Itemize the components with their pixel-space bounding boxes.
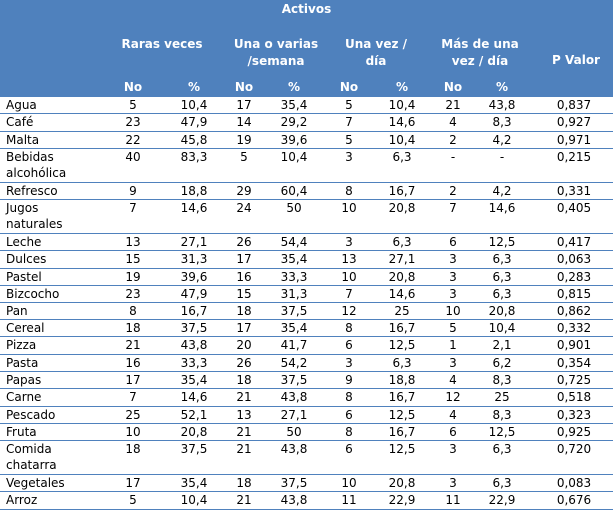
count-cell: 21 — [236, 493, 252, 507]
food-name: Jugos naturales — [6, 201, 63, 231]
pvalue-cell: 0,815 — [556, 287, 592, 301]
pvalue-cell: 0,215 — [556, 150, 592, 164]
count-cell: 29 — [236, 184, 252, 198]
table-row — [0, 475, 613, 492]
table-row — [0, 337, 613, 355]
count-cell: 18 — [236, 476, 252, 490]
percent-cell: 10,4 — [388, 133, 416, 147]
percent-cell: 12,5 — [488, 235, 516, 249]
percent-cell: 6,2 — [492, 356, 512, 370]
count-cell: 15 — [236, 287, 252, 301]
count-cell: 24 — [236, 201, 252, 215]
count-cell: 3 — [449, 252, 457, 266]
count-cell: 19 — [125, 270, 141, 284]
table-row — [0, 441, 613, 475]
count-cell: 19 — [236, 133, 252, 147]
percent-cell: 43,8 — [280, 390, 308, 404]
count-cell: 5 — [345, 98, 353, 112]
table-row — [0, 424, 613, 441]
percent-cell: 39,6 — [280, 133, 308, 147]
percent-cell: 37,5 — [280, 476, 308, 490]
count-cell: 21 — [236, 425, 252, 439]
count-cell: 4 — [449, 373, 457, 387]
count-cell: 8 — [345, 321, 353, 335]
percent-cell: 52,1 — [180, 408, 208, 422]
percent-cell: 10,4 — [180, 493, 208, 507]
percent-cell: 35,4 — [180, 476, 208, 490]
pvalue-cell: 0,927 — [556, 115, 592, 129]
count-cell: 8 — [129, 304, 137, 318]
percent-cell: 43,8 — [488, 98, 516, 112]
count-cell: 23 — [125, 115, 141, 129]
percent-cell: 12,5 — [388, 442, 416, 456]
count-cell: 13 — [341, 252, 357, 266]
count-cell: 3 — [449, 356, 457, 370]
percent-cell: 2,1 — [492, 338, 512, 352]
percent-cell: 47,9 — [180, 287, 208, 301]
percent-cell: 35,4 — [280, 252, 308, 266]
percent-cell: 25 — [394, 304, 410, 318]
percent-cell: 25 — [494, 390, 510, 404]
subheader-no: No — [123, 80, 143, 94]
count-cell: 3 — [449, 476, 457, 490]
percent-cell: 14,6 — [388, 287, 416, 301]
percent-cell: 14,6 — [180, 201, 208, 215]
percent-cell: 20,8 — [388, 201, 416, 215]
percent-cell: 14,6 — [488, 201, 516, 215]
count-cell: 3 — [449, 270, 457, 284]
count-cell: 5 — [345, 133, 353, 147]
percent-cell: 37,5 — [180, 442, 208, 456]
pvalue-cell: 0,837 — [556, 98, 592, 112]
percent-cell: 29,2 — [280, 115, 308, 129]
count-cell: 17 — [125, 476, 141, 490]
count-cell: 9 — [129, 184, 137, 198]
table-row — [0, 132, 613, 149]
table-row — [0, 286, 613, 303]
percent-cell: 18,8 — [180, 184, 208, 198]
count-cell: 5 — [449, 321, 457, 335]
count-cell: 25 — [125, 408, 141, 422]
percent-cell: 43,8 — [180, 338, 208, 352]
count-cell: 16 — [236, 270, 252, 284]
percent-cell: 18,8 — [388, 373, 416, 387]
percent-cell: 35,4 — [280, 321, 308, 335]
percent-cell: 6,3 — [492, 476, 512, 490]
count-cell: 26 — [236, 356, 252, 370]
food-name: Pasta — [6, 356, 39, 370]
count-cell: 13 — [236, 408, 252, 422]
count-cell: 10 — [341, 476, 357, 490]
percent-cell: 4,2 — [492, 133, 512, 147]
pvalue-cell: 0,676 — [556, 493, 592, 507]
food-name: Papas — [6, 373, 42, 387]
percent-cell: 16,7 — [388, 321, 416, 335]
percent-cell: 16,7 — [388, 184, 416, 198]
count-cell: 17 — [236, 98, 252, 112]
percent-cell: 83,3 — [180, 150, 208, 164]
percent-cell: 10,4 — [388, 98, 416, 112]
pvalue-cell: 0,720 — [556, 442, 592, 456]
col-group-raras-veces: Raras veces — [121, 37, 203, 51]
count-cell: 6 — [449, 425, 457, 439]
percent-cell: 20,8 — [388, 476, 416, 490]
subheader-no: No — [339, 80, 359, 94]
percent-cell: 45,8 — [180, 133, 208, 147]
pvalue-cell: 0,725 — [556, 373, 592, 387]
food-name: Pizza — [6, 338, 37, 352]
pvalue-cell: 0,901 — [556, 338, 592, 352]
count-cell: 13 — [125, 235, 141, 249]
percent-cell: 12,5 — [388, 408, 416, 422]
count-cell: 21 — [236, 442, 252, 456]
percent-cell: 6,3 — [492, 287, 512, 301]
table-row — [0, 183, 613, 200]
percent-cell: 31,3 — [180, 252, 208, 266]
count-cell: 7 — [129, 201, 137, 215]
count-cell: 17 — [125, 373, 141, 387]
table-row — [0, 389, 613, 407]
percent-cell: 33,3 — [280, 270, 308, 284]
percent-cell: 8,3 — [492, 115, 512, 129]
table-row — [0, 355, 613, 372]
pvalue-cell: 0,354 — [556, 356, 592, 370]
col-group-una-o-varias-semana: Una o varias /semana — [233, 37, 319, 68]
pvalue-cell: 0,862 — [556, 304, 592, 318]
percent-cell: 37,5 — [280, 373, 308, 387]
count-cell: 8 — [345, 390, 353, 404]
pvalue-cell: 0,518 — [556, 390, 592, 404]
food-name: Malta — [6, 133, 40, 147]
percent-cell: 50 — [286, 425, 302, 439]
table-row — [0, 234, 613, 251]
food-name: Pan — [6, 304, 28, 318]
percent-cell: - — [499, 150, 505, 164]
count-cell: 7 — [449, 201, 457, 215]
percent-cell: 54,2 — [280, 356, 308, 370]
pvalue-cell: 0,332 — [556, 321, 592, 335]
percent-cell: 6,3 — [492, 270, 512, 284]
percent-cell: 16,7 — [388, 390, 416, 404]
table-row — [0, 320, 613, 337]
table-row — [0, 303, 613, 320]
pvalue-cell: 0,971 — [556, 133, 592, 147]
count-cell: 6 — [345, 408, 353, 422]
count-cell: 8 — [345, 184, 353, 198]
percent-cell: 27,1 — [180, 235, 208, 249]
percent-cell: 37,5 — [180, 321, 208, 335]
pvalue-cell: 0,063 — [556, 252, 592, 266]
percent-cell: 27,1 — [388, 252, 416, 266]
subheader-pct: % — [187, 80, 201, 94]
count-cell: 7 — [345, 287, 353, 301]
food-name: Agua — [6, 98, 37, 112]
percent-cell: 16,7 — [388, 425, 416, 439]
count-cell: 17 — [236, 321, 252, 335]
group-title: Activos — [281, 2, 332, 16]
percent-cell: 12,5 — [488, 425, 516, 439]
count-cell: 8 — [345, 425, 353, 439]
count-cell: 6 — [449, 235, 457, 249]
pvalue-cell: 0,925 — [556, 425, 592, 439]
count-cell: 4 — [449, 115, 457, 129]
pvalue-cell: 0,083 — [556, 476, 592, 490]
count-cell: 9 — [345, 373, 353, 387]
percent-cell: 8,3 — [492, 408, 512, 422]
food-name: Bizcocho — [6, 287, 60, 301]
count-cell: 18 — [236, 304, 252, 318]
count-cell: 3 — [449, 442, 457, 456]
count-cell: 3 — [345, 150, 353, 164]
percent-cell: 20,8 — [388, 270, 416, 284]
count-cell: 12 — [341, 304, 357, 318]
pvalue-cell: 0,405 — [556, 201, 592, 215]
count-cell: 26 — [236, 235, 252, 249]
percent-cell: 35,4 — [280, 98, 308, 112]
pvalue-cell: 0,417 — [556, 235, 592, 249]
percent-cell: 22,9 — [388, 493, 416, 507]
percent-cell: 43,8 — [280, 442, 308, 456]
percent-cell: 8,3 — [492, 373, 512, 387]
table-header — [0, 0, 613, 97]
count-cell: 18 — [125, 442, 141, 456]
percent-cell: 54,4 — [280, 235, 308, 249]
count-cell: 2 — [449, 133, 457, 147]
percent-cell: 43,8 — [280, 493, 308, 507]
percent-cell: 14,6 — [388, 115, 416, 129]
count-cell: 18 — [236, 373, 252, 387]
food-name: Pescado — [6, 408, 56, 422]
count-cell: 40 — [125, 150, 141, 164]
percent-cell: 20,8 — [488, 304, 516, 318]
food-name: Refresco — [6, 184, 58, 198]
table-row — [0, 251, 613, 269]
count-cell: 6 — [345, 338, 353, 352]
subheader-pct: % — [495, 80, 509, 94]
food-name: Pastel — [6, 270, 42, 284]
subheader-no: No — [234, 80, 254, 94]
percent-cell: 4,2 — [492, 184, 512, 198]
percent-cell: 27,1 — [280, 408, 308, 422]
count-cell: 10 — [445, 304, 461, 318]
count-cell: 21 — [125, 338, 141, 352]
percent-cell: 6,3 — [392, 150, 412, 164]
table-row — [0, 149, 613, 183]
food-name: Vegetales — [6, 476, 65, 490]
percent-cell: 31,3 — [280, 287, 308, 301]
percent-cell: 39,6 — [180, 270, 208, 284]
count-cell: 3 — [345, 235, 353, 249]
percent-cell: 6,3 — [392, 235, 412, 249]
count-cell: 2 — [449, 184, 457, 198]
percent-cell: 37,5 — [280, 304, 308, 318]
table-row — [0, 97, 613, 114]
food-name: Comida chatarra — [6, 442, 57, 472]
table-row — [0, 372, 613, 389]
count-cell: 10 — [341, 270, 357, 284]
count-cell: 21 — [445, 98, 461, 112]
count-cell: 10 — [341, 201, 357, 215]
count-cell: 7 — [345, 115, 353, 129]
count-cell: 12 — [445, 390, 461, 404]
percent-cell: 10,4 — [180, 98, 208, 112]
percent-cell: 6,3 — [492, 442, 512, 456]
count-cell: 4 — [449, 408, 457, 422]
count-cell: 5 — [129, 493, 137, 507]
food-name: Leche — [6, 235, 42, 249]
col-group-mas-de-una-vez-dia: Más de una vez / día — [441, 37, 519, 68]
subheader-no: No — [443, 80, 463, 94]
table-row — [0, 200, 613, 234]
food-name: Bebidas alcohólica — [6, 150, 67, 180]
percent-cell: 33,3 — [180, 356, 208, 370]
count-cell: 11 — [445, 493, 461, 507]
food-name: Arroz — [6, 493, 38, 507]
count-cell: 16 — [125, 356, 141, 370]
count-cell: 3 — [449, 287, 457, 301]
food-name: Fruta — [6, 425, 37, 439]
pvalue-cell: 0,283 — [556, 270, 592, 284]
count-cell: 11 — [341, 493, 357, 507]
food-name: Cereal — [6, 321, 45, 335]
percent-cell: 16,7 — [180, 304, 208, 318]
percent-cell: 41,7 — [280, 338, 308, 352]
count-cell: 5 — [240, 150, 248, 164]
count-cell: 14 — [236, 115, 252, 129]
percent-cell: 6,3 — [492, 252, 512, 266]
table-row — [0, 114, 613, 132]
count-cell: 7 — [129, 390, 137, 404]
percent-cell: 60,4 — [280, 184, 308, 198]
percent-cell: 14,6 — [180, 390, 208, 404]
percent-cell: 47,9 — [180, 115, 208, 129]
percent-cell: 20,8 — [180, 425, 208, 439]
food-name: Dulces — [6, 252, 47, 266]
count-cell: 17 — [236, 252, 252, 266]
table-row — [0, 269, 613, 286]
count-cell: 23 — [125, 287, 141, 301]
percent-cell: 12,5 — [388, 338, 416, 352]
table-row — [0, 492, 613, 510]
table-row — [0, 407, 613, 424]
percent-cell: 10,4 — [280, 150, 308, 164]
count-cell: 21 — [236, 390, 252, 404]
percent-cell: 22,9 — [488, 493, 516, 507]
count-cell: 1 — [449, 338, 457, 352]
pvalue-cell: 0,331 — [556, 184, 592, 198]
count-cell: 6 — [345, 442, 353, 456]
subheader-pct: % — [395, 80, 409, 94]
percent-cell: 50 — [286, 201, 302, 215]
percent-cell: 6,3 — [392, 356, 412, 370]
count-cell: 18 — [125, 321, 141, 335]
subheader-pct: % — [287, 80, 301, 94]
food-name: Carne — [6, 390, 42, 404]
col-group-una-vez-dia: Una vez / día — [344, 37, 408, 68]
count-cell: - — [450, 150, 456, 164]
percent-cell: 35,4 — [180, 373, 208, 387]
count-cell: 3 — [345, 356, 353, 370]
pvalue-header: P Valor — [552, 53, 600, 67]
count-cell: 20 — [236, 338, 252, 352]
pvalue-cell: 0,323 — [556, 408, 592, 422]
percent-cell: 10,4 — [488, 321, 516, 335]
count-cell: 15 — [125, 252, 141, 266]
count-cell: 5 — [129, 98, 137, 112]
count-cell: 22 — [125, 133, 141, 147]
food-name: Café — [6, 115, 34, 129]
count-cell: 10 — [125, 425, 141, 439]
